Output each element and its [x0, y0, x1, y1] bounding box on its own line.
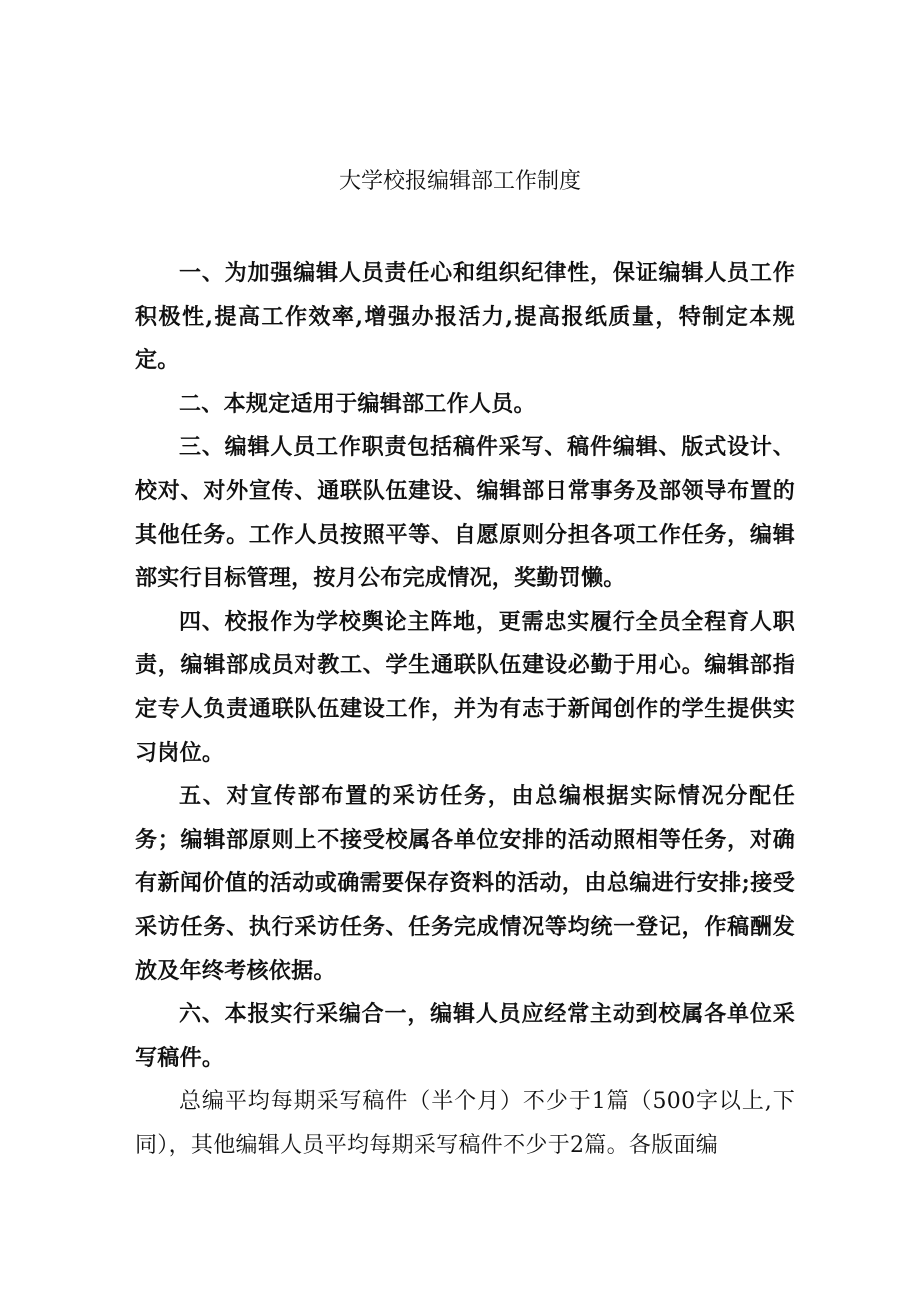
paragraph-2: 二、本规定适用于编辑部工作人员。	[179, 390, 536, 417]
paragraph-5: 五、对宣传部布置的采访任务，由总编根据实际情况分配任务；编辑部原则上不接受校属各单位安排的活动照相等任务，对确有新闻价值的活动或确需要保存资料的活动，由总编进行安排;接受采访任务、执行采访任务、任务完成情况等均统一登记，作稿酬发放及年终考核依据。	[135, 783, 795, 984]
document-title: 大学校报编辑部工作制度	[338, 169, 581, 194]
paragraph-6: 六、本报实行采编合一，编辑人员应经常主动到校属各单位采写稿件。	[135, 1001, 795, 1071]
paragraph-7: 总编平均每期采写稿件（半个月）不少于1篇（500字以上,下同），其他编辑人员平均每期采写稿件不少于2篇。各版面编	[135, 1089, 795, 1158]
paragraph-3: 三、编辑人员工作职责包括稿件采写、稿件编辑、版式设计、校对、对外宣传、通联队伍建设、编辑部日常事务及部领导布置的其他任务。工作人员按照平等、自愿原则分担各项工作任务，编辑部实行目标管理，按月公布完成情况，奖勤罚懒。	[135, 434, 795, 592]
paragraph-4: 四、校报作为学校舆论主阵地，更需忠实履行全员全程育人职责，编辑部成员对教工、学生通联队伍建设必勤于用心。编辑部指定专人负责通联队伍建设工作，并为有志于新闻创作的学生提供实习岗位。	[135, 608, 795, 766]
document-body	[135, 252, 795, 1167]
paragraph-1: 一、为加强编辑人员责任心和组织纪律性，保证编辑人员工作积极性,提高工作效率,增强办报活力,提高报纸质量，特制定本规定。	[135, 260, 795, 374]
